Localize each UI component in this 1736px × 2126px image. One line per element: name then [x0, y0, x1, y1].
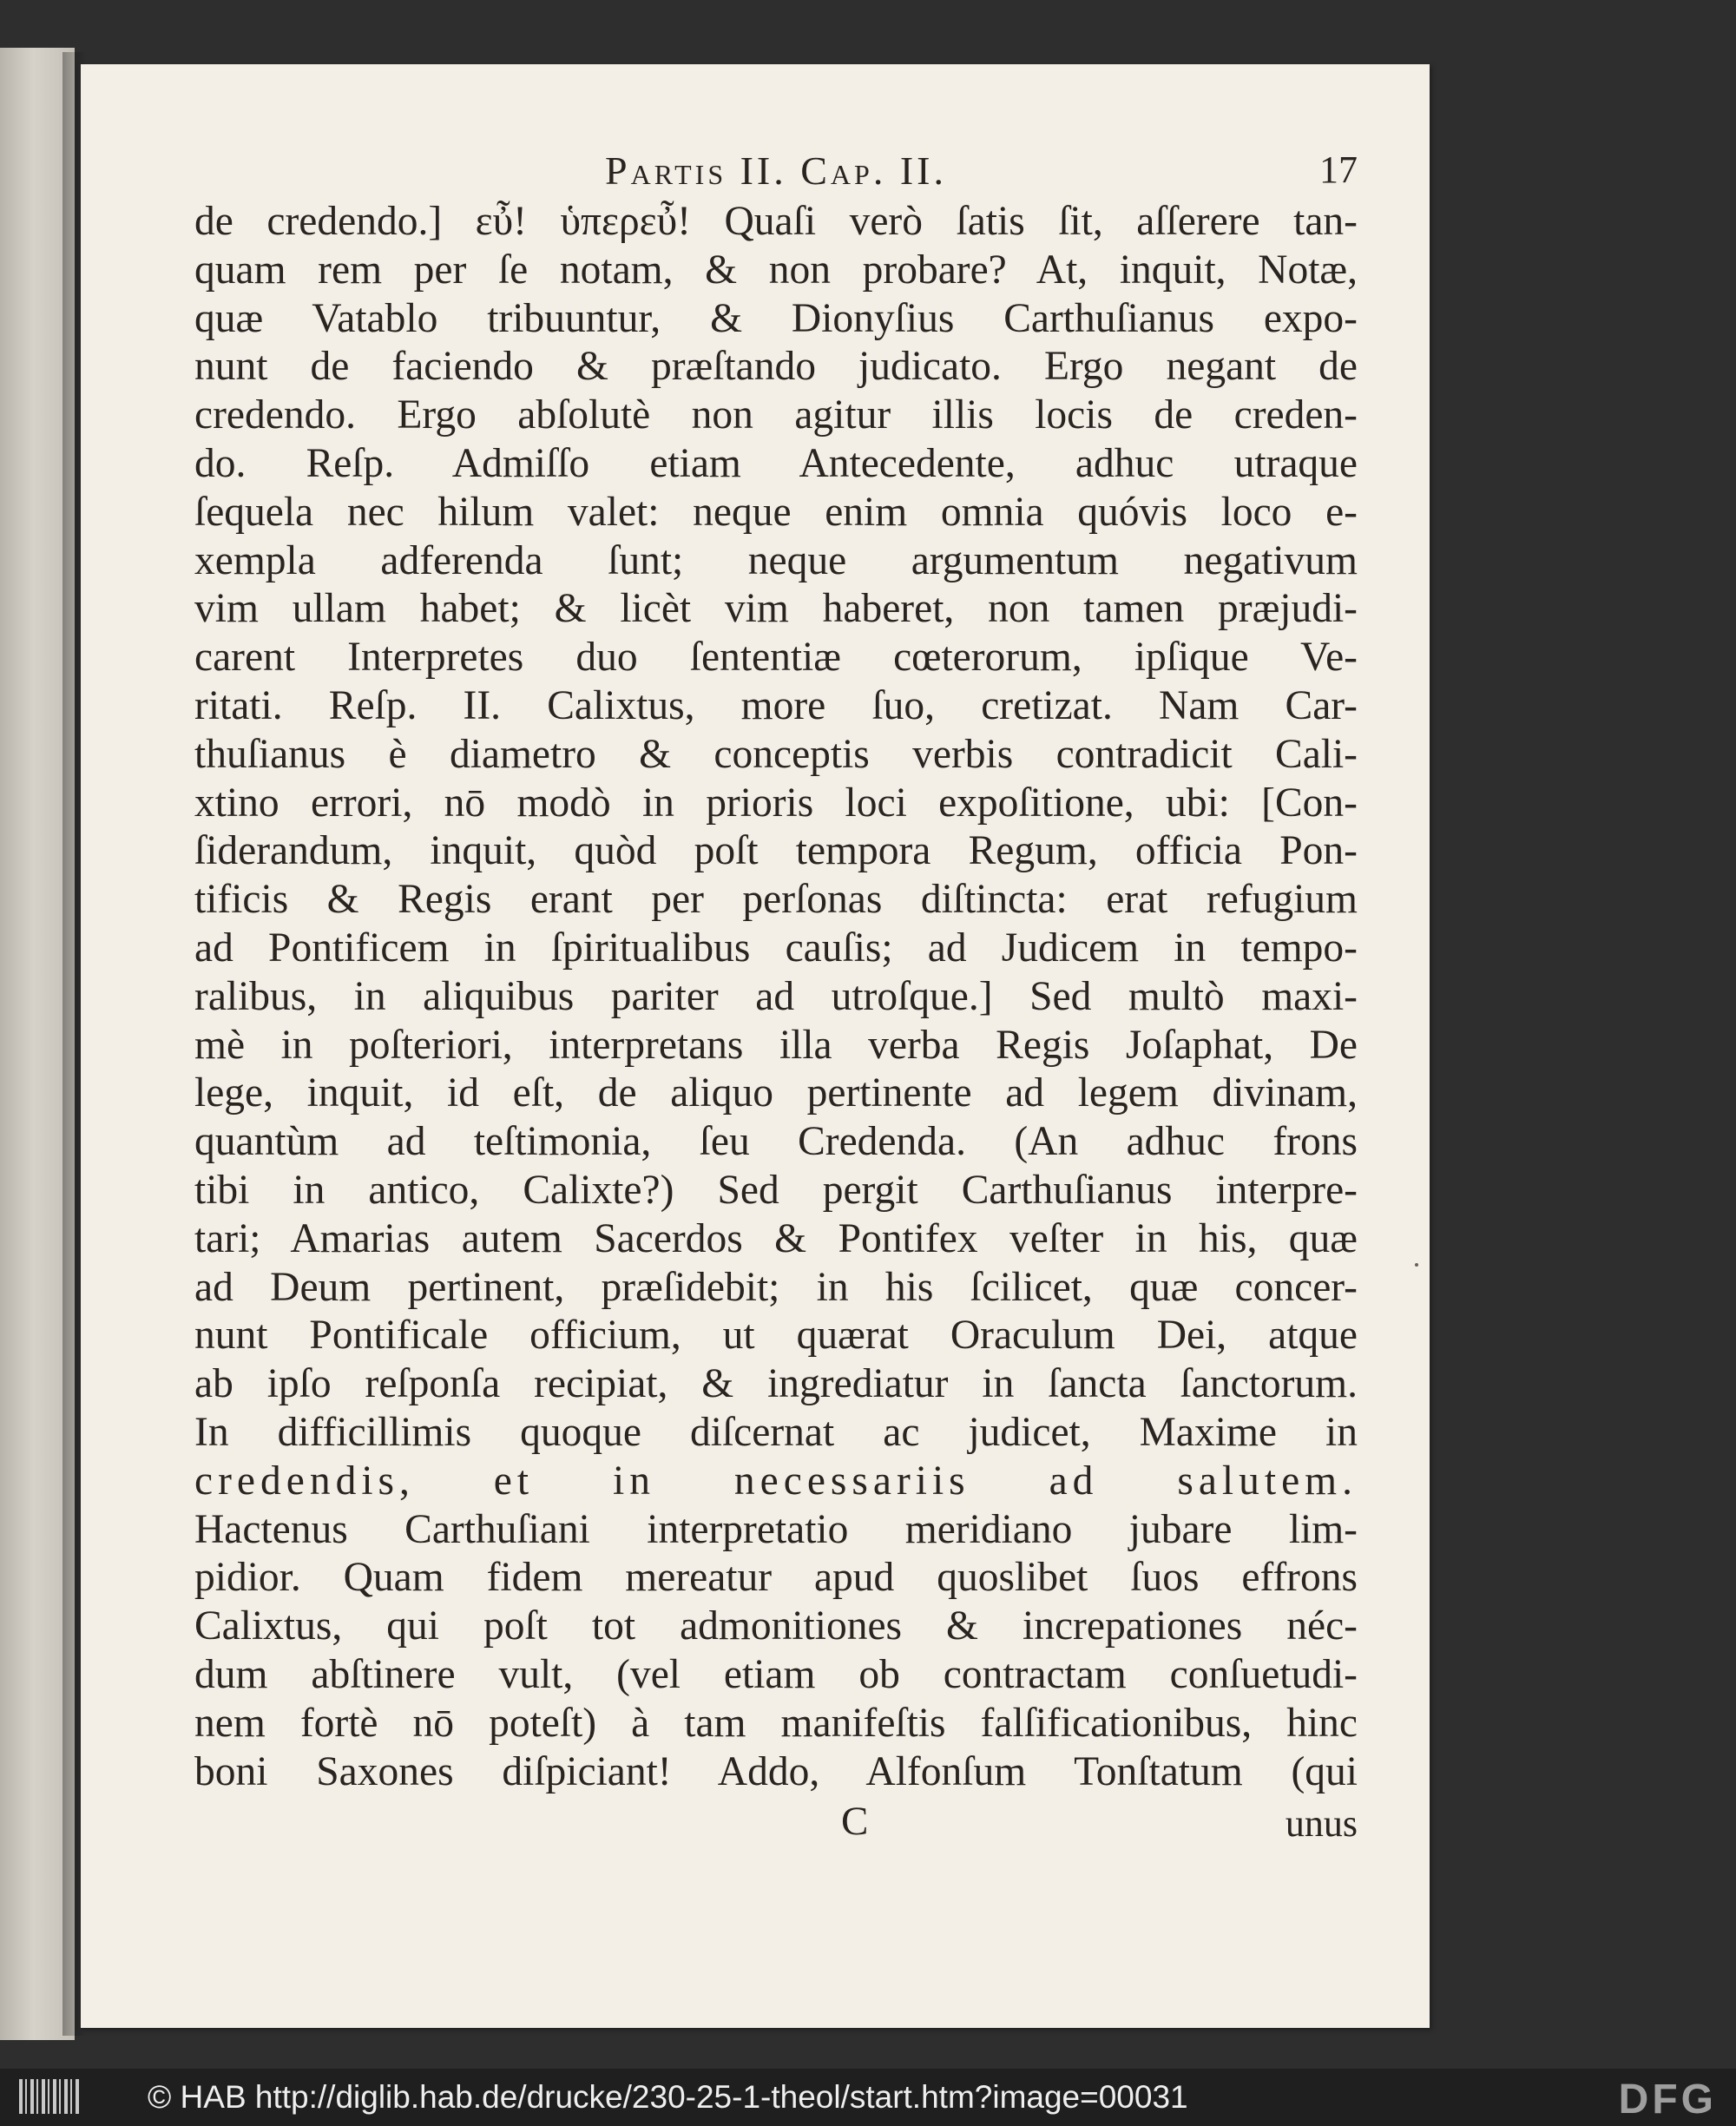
- text-line: tibi in antico, Calixte?) Sed pergit Carthuſianus interpre-: [194, 1167, 1358, 1213]
- text-line: ad Pontificem in ſpiritualibus cauſis; ad Judicem in tempo-: [194, 925, 1358, 971]
- signature-mark: C: [841, 1799, 869, 1845]
- text-line: nunt de faciendo & præſtando judicato. Ergo negant de: [194, 344, 1358, 390]
- text-line: boni Saxones diſpiciant! Addo, Alfonſum Tonſtatum (qui: [194, 1748, 1358, 1794]
- dfg-logo: DFG: [1618, 2077, 1717, 2123]
- text-line: ralibus, in aliquibus pariter ad utroſque.] Sed multò maxi-: [194, 973, 1358, 1019]
- page-footer: [194, 1796, 1358, 1848]
- page-number: 17: [1319, 148, 1358, 191]
- text-line: mè in poſteriori, interpretans illa verba Regis Joſaphat, De: [194, 1022, 1358, 1068]
- text-line: nem fortè nō poteſt) à tam manifeſtis falſificationibus, hinc: [194, 1700, 1358, 1746]
- catchword: unus: [1285, 1802, 1358, 1846]
- text-line: dum abſtinere vult, (vel etiam ob contractam conſuetudi-: [194, 1651, 1358, 1697]
- text-line: credendo. Ergo abſolutè non agitur illis locis de creden-: [194, 392, 1358, 438]
- text-line: de credendo.] εὖ! ὑπερεὖ! Quaſi verò ſatis ſit, aſſerere tan-: [194, 199, 1358, 244]
- text-line: vim ullam habet; & licèt vim haberet, non tamen præjudi-: [194, 586, 1358, 632]
- running-head: [194, 148, 1358, 198]
- text-line: nunt Pontificale officium, ut quærat Oraculum Dei, atque: [194, 1313, 1358, 1359]
- page-content: [194, 148, 1358, 1848]
- text-line: xtino errori, nō modò in prioris loci expoſitione, ubi: [Con-: [194, 780, 1358, 826]
- text-line: Calixtus, qui poſt tot admonitiones & increpationes néc-: [194, 1603, 1358, 1649]
- text-line: quæ Vatablo tribuuntur, & Dionyſius Carthuſianus expo-: [194, 295, 1358, 341]
- text-line: ab ipſo reſponſa recipiat, & ingrediatur in ſancta ſanctorum.: [194, 1361, 1358, 1407]
- running-head-title: Partis II. Cap. II.: [605, 148, 947, 193]
- text-line: ad Deum pertinent, præſidebit; in his ſcilicet, quæ concer-: [194, 1264, 1358, 1310]
- text-line: lege, inquit, id eſt, de aliquo pertinente ad legem divinam,: [194, 1070, 1358, 1116]
- text-line: credendis, et in necessariis ad salutem.: [194, 1458, 1358, 1504]
- book-page: [81, 64, 1430, 2028]
- copyright-credit[interactable]: © HAB http://diglib.hab.de/drucke/230-25-1-theol/start.htm?image=00031: [148, 2079, 1188, 2115]
- text-line: In difficillimis quoque diſcernat ac judicet, Maxime in: [194, 1409, 1358, 1455]
- text-line: do. Reſp. Admiſſo etiam Antecedente, adhuc utraque: [194, 440, 1358, 486]
- text-line: tificis & Regis erant per perſonas diſtincta: erat refugium: [194, 877, 1358, 923]
- text-line: ſiderandum, inquit, quòd poſt tempora Regum, officia Pon-: [194, 828, 1358, 874]
- barcode-icon: [19, 2079, 80, 2114]
- text-line: quantùm ad teſtimonia, ſeu Credenda. (An adhuc frons: [194, 1119, 1358, 1165]
- text-body: [194, 198, 1358, 1796]
- text-line: xempla adferenda ſunt; neque argumentum negativum: [194, 537, 1358, 583]
- text-line: ſequela nec hilum valet: neque enim omnia quóvis loco e-: [194, 489, 1358, 535]
- text-line: pidior. Quam fidem mereatur apud quoslibet ſuos effrons: [194, 1555, 1358, 1601]
- text-line: thuſianus è diametro & conceptis verbis contradicit Cali-: [194, 731, 1358, 777]
- paper-speck: [1415, 1263, 1418, 1267]
- text-line: tari; Amarias autem Sacerdos & Pontifex veſter in his, quæ: [194, 1215, 1358, 1261]
- text-line: Hactenus Carthuſiani interpretatio meridiano jubare lim-: [194, 1506, 1358, 1552]
- text-line: ritati. Reſp. II. Calixtus, more ſuo, cretizat. Nam Car-: [194, 682, 1358, 728]
- viewer-footer-bar: [0, 2069, 1736, 2126]
- text-line: quam rem per ſe notam, & non probare? At, inquit, Notæ,: [194, 247, 1358, 293]
- text-line: carent Interpretes duo ſententiæ cœterorum, ipſique Ve-: [194, 635, 1358, 681]
